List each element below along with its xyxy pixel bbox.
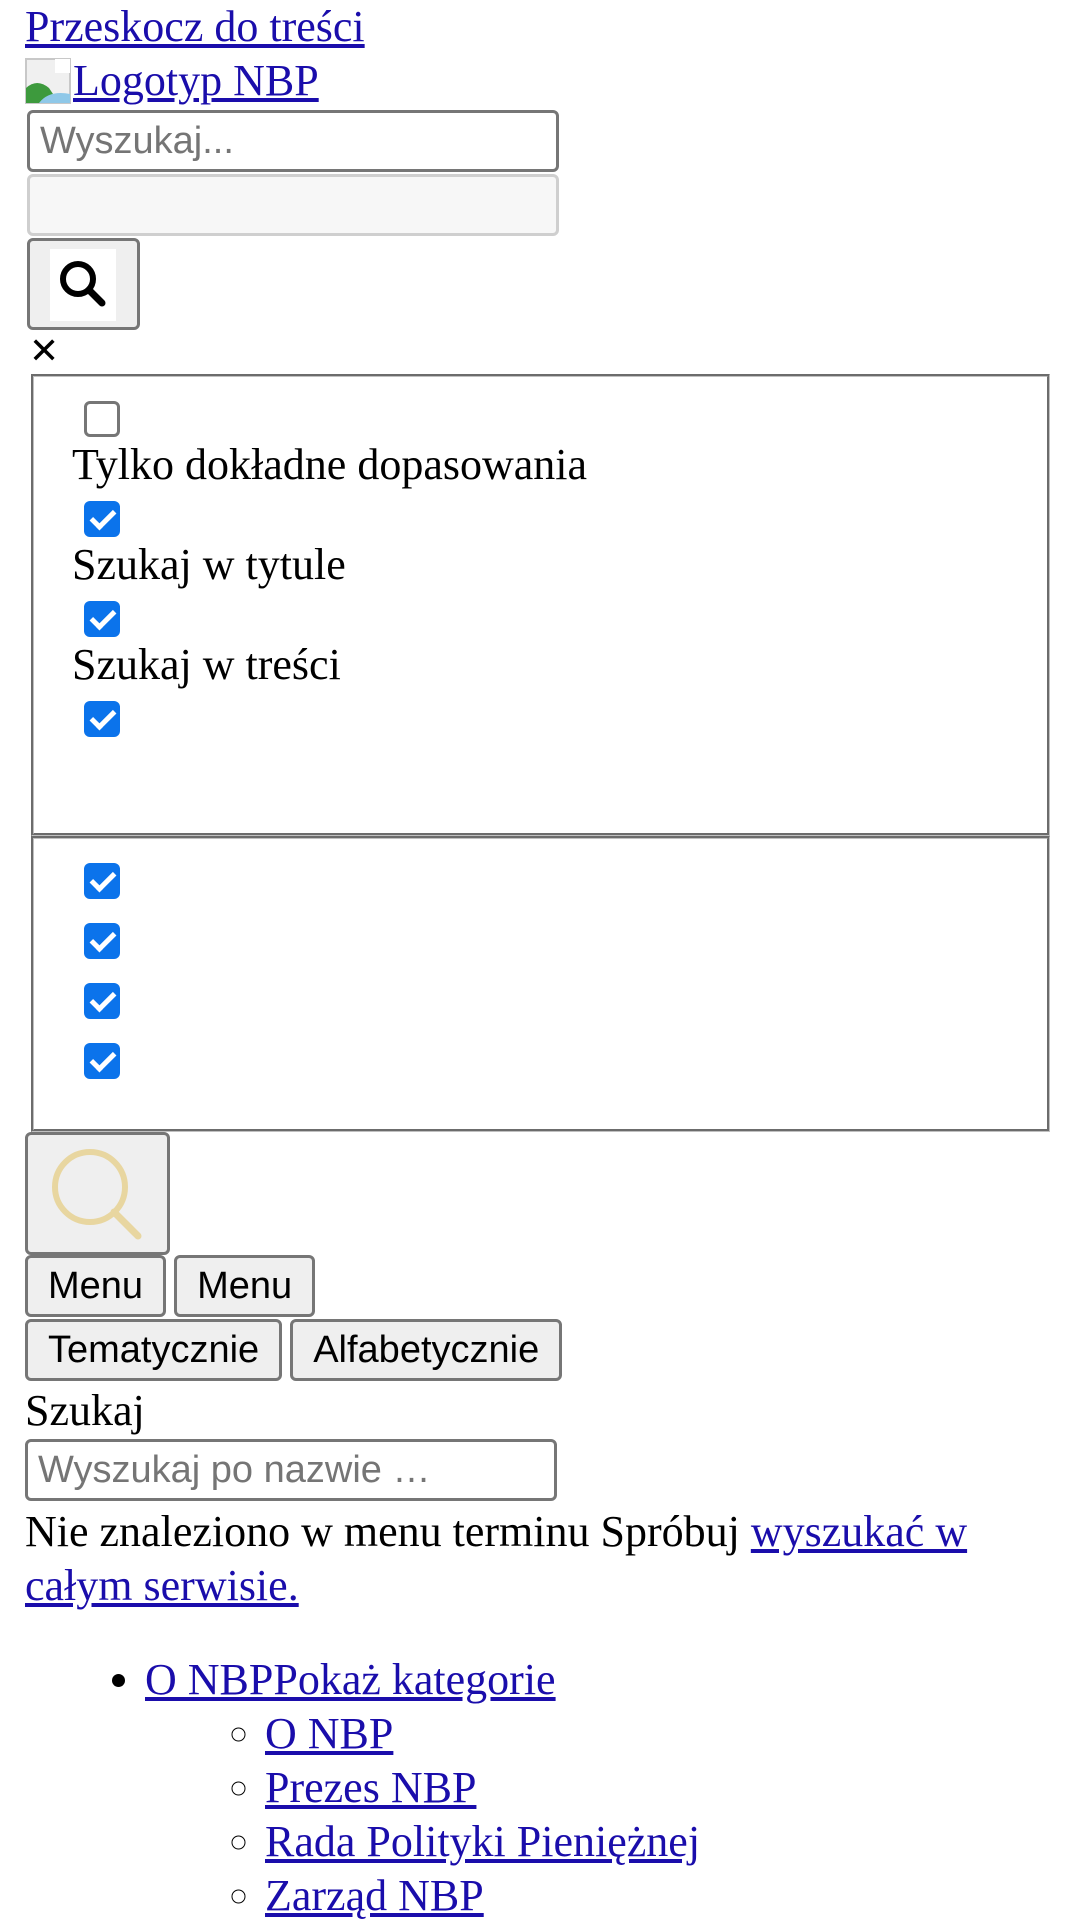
option-label: Tylko dokładne dopasowania (72, 440, 588, 489)
subcategory-link[interactable]: Zarząd NBP (265, 1871, 484, 1920)
search-filters-fieldset (31, 836, 1050, 1132)
search-icon (50, 249, 116, 321)
tab-thematic[interactable]: Tematycznie (25, 1319, 282, 1381)
list-item (145, 1653, 1080, 1923)
search-icon (28, 1135, 167, 1252)
tab-alphabetical[interactable]: Alfabetycznie (290, 1319, 562, 1381)
list-item (265, 1815, 1080, 1869)
filter-checkbox[interactable] (84, 983, 120, 1019)
logo-alt-text: Logotyp NBP (73, 56, 319, 105)
search-content-checkbox[interactable] (84, 601, 120, 637)
search-submit-button[interactable] (25, 1132, 170, 1255)
search-button[interactable] (27, 238, 140, 330)
close-icon[interactable]: ✕ (29, 331, 60, 372)
exact-match-checkbox[interactable] (84, 401, 120, 437)
not-found-text: Nie znaleziono w menu terminu Spróbuj (25, 1507, 751, 1556)
menu-search-label: Szukaj (25, 1386, 145, 1435)
secondary-search-input[interactable] (27, 174, 559, 236)
subcategory-link[interactable]: Rada Polityki Pieniężnej (265, 1817, 701, 1866)
option-label: Szukaj w treści (72, 640, 341, 689)
menu-search-input[interactable] (25, 1439, 557, 1501)
search-input[interactable] (27, 110, 559, 172)
not-found-message (25, 1505, 1065, 1613)
list-item (265, 1869, 1080, 1923)
skip-to-content-link[interactable]: Przeskocz do treści (25, 2, 365, 51)
filter-checkbox[interactable] (84, 923, 120, 959)
subcategory-list (145, 1707, 1080, 1923)
search-whole-site-link[interactable]: wyszukać w całym serwisie. (25, 1507, 968, 1610)
menu-button[interactable]: Menu (25, 1255, 166, 1317)
list-item (265, 1707, 1080, 1761)
logo-link[interactable] (25, 54, 1080, 108)
category-list (25, 1653, 1080, 1923)
category-link-o-nbp[interactable]: O NBPPokaż kategorie (145, 1655, 556, 1704)
search-options-fieldset (31, 374, 1050, 836)
menu-button-row (25, 1255, 1080, 1319)
view-toggle-row (25, 1319, 1080, 1383)
filter-checkbox[interactable] (84, 1043, 120, 1079)
option-label: Szukaj w tytule (72, 540, 346, 589)
subcategory-link[interactable]: Prezes NBP (265, 1763, 477, 1812)
search-title-checkbox[interactable] (84, 501, 120, 537)
subcategory-link[interactable]: O NBP (265, 1709, 394, 1758)
list-item (265, 1761, 1080, 1815)
filter-checkbox[interactable] (84, 863, 120, 899)
menu-button[interactable]: Menu (174, 1255, 315, 1317)
broken-image-icon (25, 58, 71, 104)
option-checkbox[interactable] (84, 701, 120, 737)
